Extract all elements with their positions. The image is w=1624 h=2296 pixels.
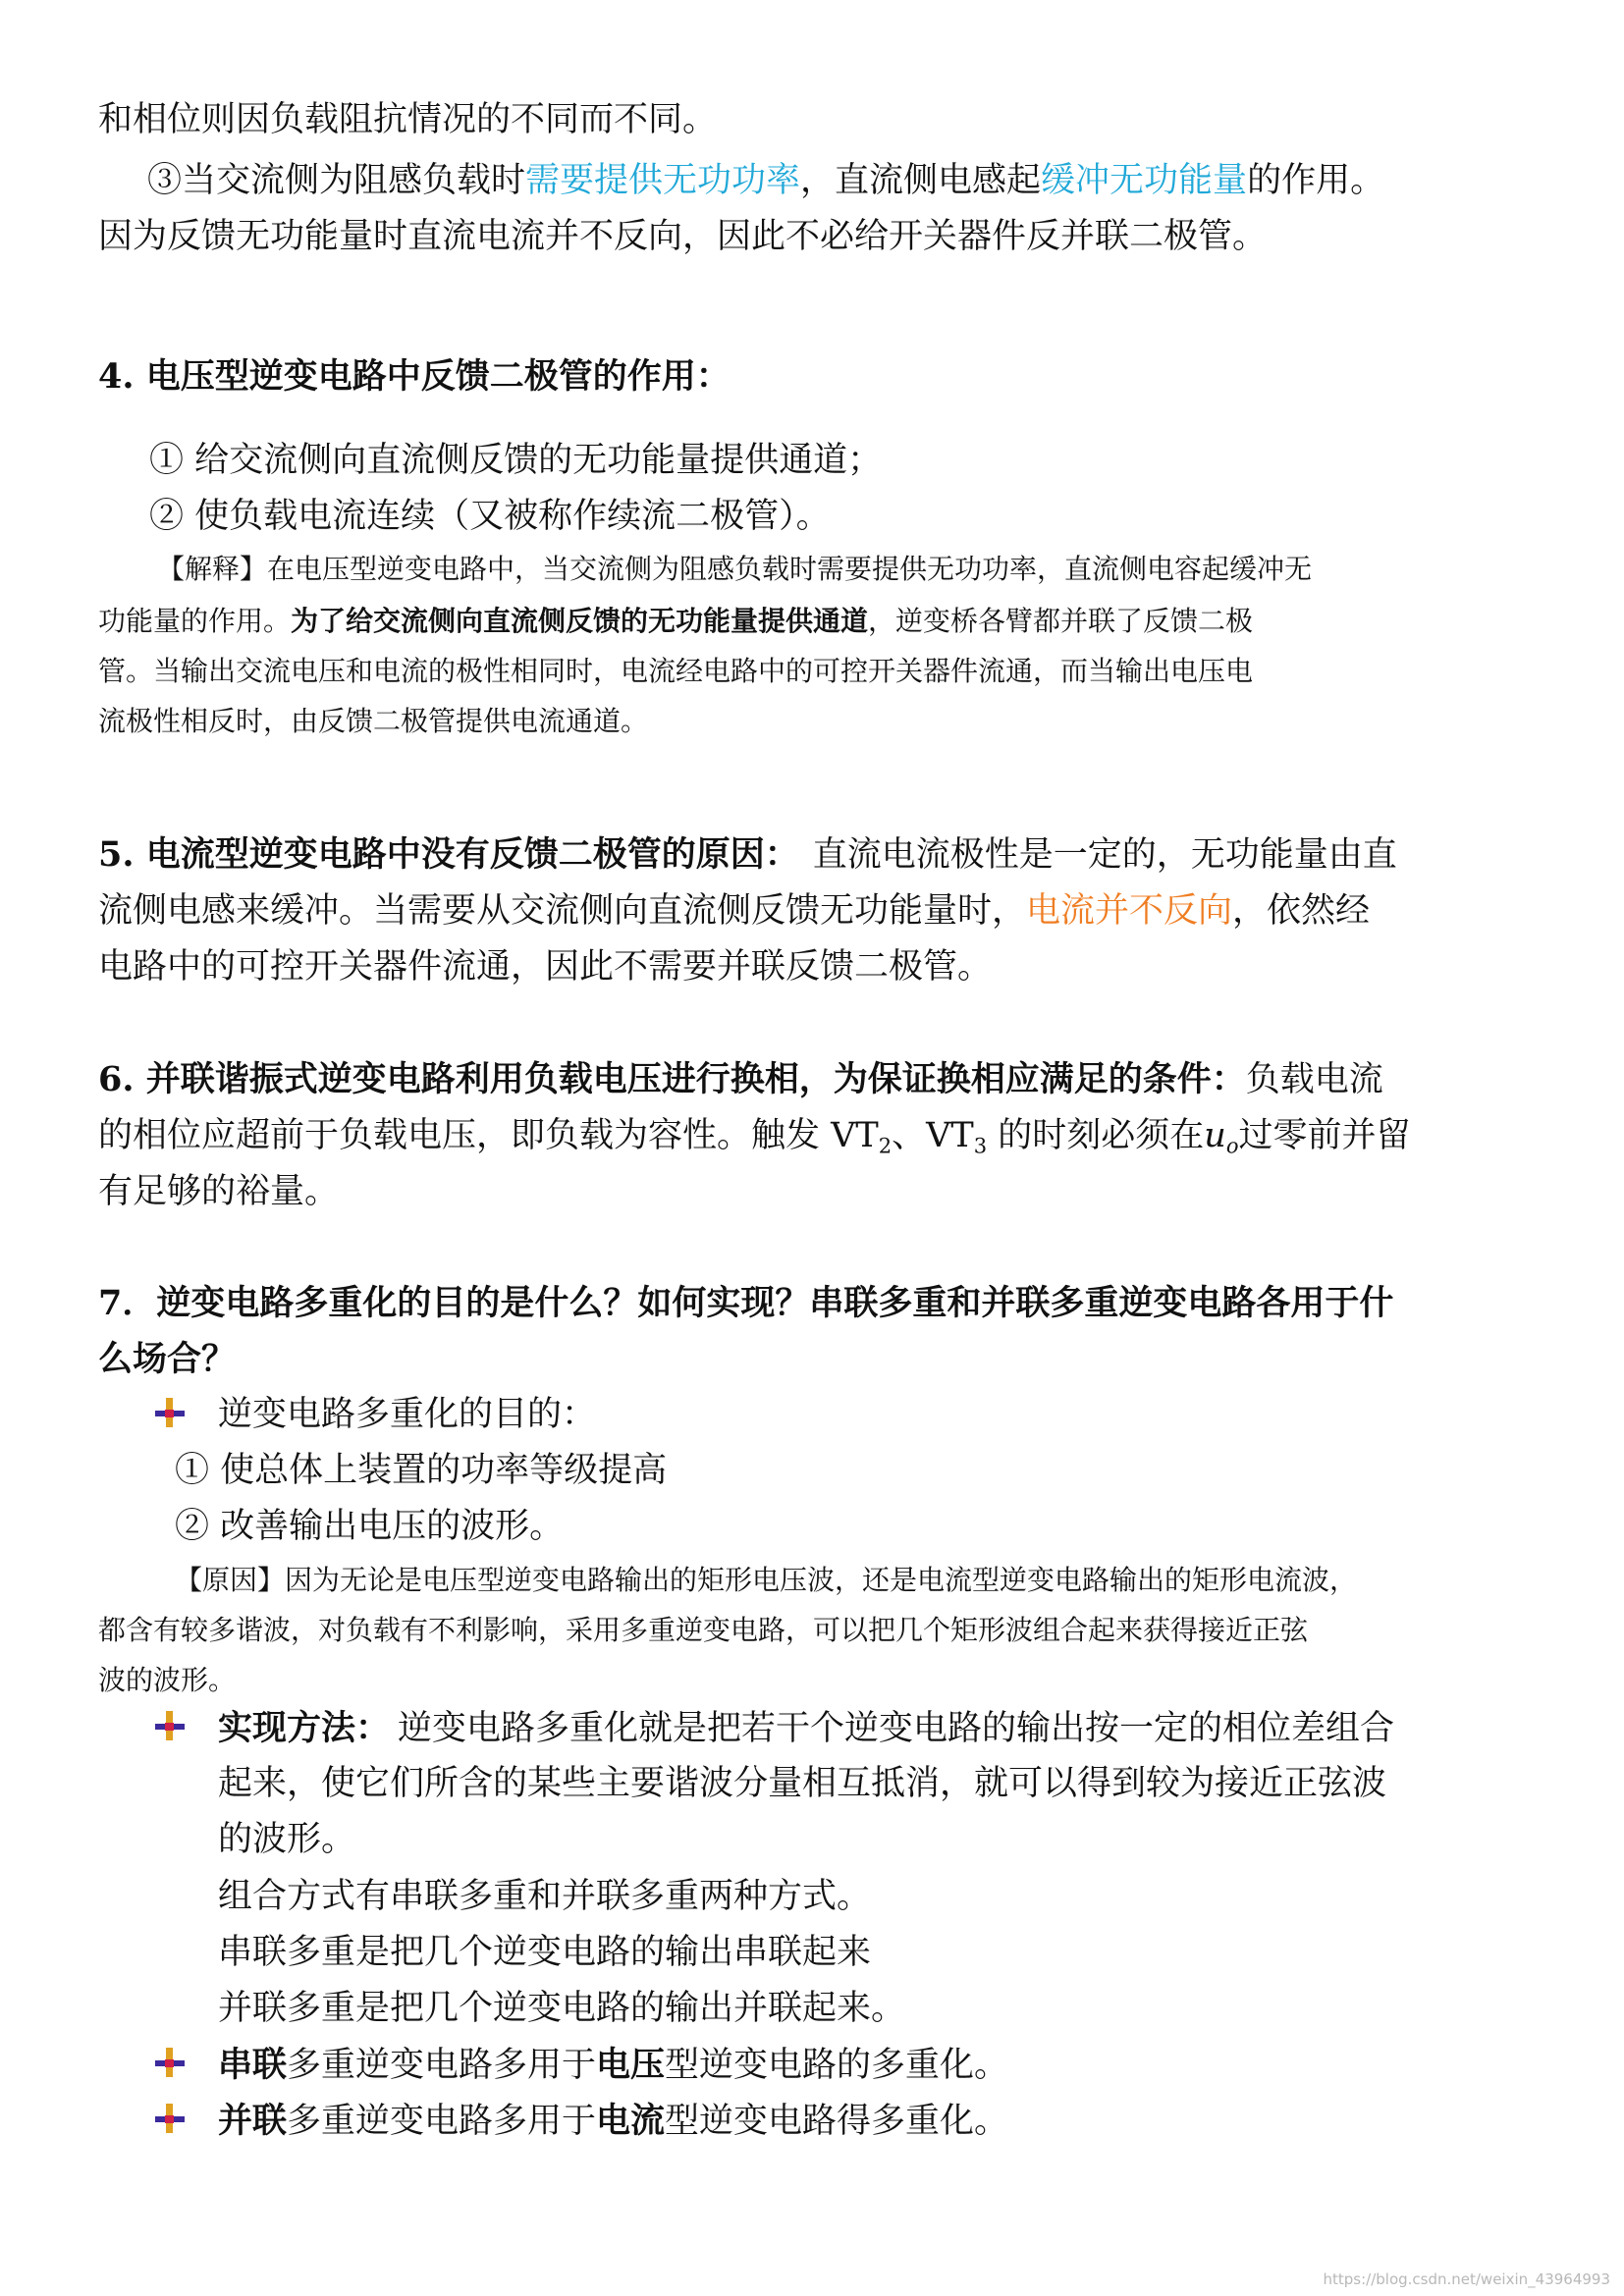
section-heading — [98, 356, 731, 397]
highlight-text: 需要提供无功功率 — [525, 161, 801, 200]
paragraph-line — [218, 1820, 356, 1859]
explanation-line — [98, 655, 1254, 687]
subscript: 2 — [878, 1134, 893, 1158]
paragraph-line — [218, 2045, 1009, 2085]
paragraph-line — [98, 100, 718, 139]
list-item — [218, 1395, 597, 1434]
highlight-text: 电流并不反向 — [1026, 891, 1233, 931]
text: 的波形。 — [218, 1820, 356, 1859]
paragraph-line — [98, 217, 1268, 256]
text: 多重逆变电路多用于 — [287, 2046, 597, 2085]
paragraph-line — [218, 1933, 872, 1972]
text: 直流电流极性是一定的，无功能量由直 — [812, 835, 1397, 875]
bold-text: 串联 — [218, 2045, 288, 2085]
text: 、VT — [892, 1116, 974, 1155]
list-item — [175, 1507, 565, 1546]
heading-text: 6. 并联谐振式逆变电路利用负载电压进行换相，为保证换相应满足的条件： — [98, 1059, 1246, 1099]
bold-text: 并联 — [218, 2101, 288, 2141]
text: 波的波形。 — [98, 1664, 237, 1696]
text: ② 使负载电流连续（又被称作续流二极管）。 — [149, 497, 831, 536]
paragraph-line — [218, 2101, 1009, 2141]
text: 和相位则因负载阻抗情况的不同而不同。 — [98, 100, 718, 139]
text: 因为反馈无功能量时直流电流并不反向，因此不必给开关器件反并联二极管。 — [98, 217, 1268, 256]
paragraph-line — [98, 1059, 1383, 1099]
text: ，直流侧电感起 — [800, 161, 1042, 200]
bold-text: 为了给交流侧向直流侧反馈的无功能量提供通道 — [291, 605, 869, 637]
highlight-text: 缓冲无功能量 — [1041, 161, 1248, 200]
text: 流侧电感来缓冲。当需要从交流侧向直流侧反馈无功能量时， — [98, 891, 1027, 931]
text: 【原因】因为无论是电压型逆变电路输出的矩形电压波，还是电流型逆变电路输出的矩形电流波， — [175, 1564, 1358, 1596]
subscript: 3 — [973, 1134, 988, 1158]
paragraph-line — [218, 1877, 872, 1916]
paragraph-line — [218, 1708, 1395, 1748]
paragraph-line — [98, 834, 1397, 875]
bold-text: 电流 — [596, 2101, 666, 2141]
explanation-line — [175, 1564, 1358, 1596]
text: ③当交流侧为阻感负载时 — [147, 161, 526, 200]
bold-text: 电压 — [596, 2045, 666, 2085]
explanation-line — [157, 553, 1313, 585]
text: ② 改善输出电压的波形。 — [175, 1507, 565, 1546]
text: ① 给交流侧向直流侧反馈的无功能量提供通道； — [149, 441, 883, 480]
text: ，依然经 — [1232, 891, 1371, 931]
text: 负载电流 — [1245, 1060, 1383, 1099]
paragraph-line — [147, 161, 1385, 200]
watermark: https://blog.csdn.net/weixin_43964993 — [1323, 2270, 1610, 2288]
bold-text: 实现方法： — [218, 1708, 391, 1748]
cross-bullet-icon — [155, 1711, 185, 1740]
text: 型逆变电路得多重化。 — [665, 2102, 1009, 2141]
text: 多重逆变电路多用于 — [287, 2102, 597, 2141]
text: 管。当输出交流电压和电流的极性相同时，电流经电路中的可控开关器件流通，而当输出电压电 — [98, 655, 1254, 687]
explanation-line — [98, 605, 1254, 637]
cross-bullet-icon — [155, 2104, 185, 2133]
section-heading — [98, 1283, 1394, 1323]
heading-text: 5. 电流型逆变电路中没有反馈二极管的原因： — [98, 834, 799, 875]
text: 逆变电路多重化的目的： — [218, 1395, 597, 1434]
section-heading — [98, 1339, 237, 1379]
text: 组合方式有串联多重和并联多重两种方式。 — [218, 1877, 872, 1916]
text: 串联多重是把几个逆变电路的输出串联起来 — [218, 1933, 872, 1972]
heading-text: 7．逆变电路多重化的目的是什么？如何实现？串联多重和并联多重逆变电路各用于什 — [98, 1283, 1394, 1323]
cross-bullet-icon — [155, 2048, 185, 2077]
math-variable: u — [1204, 1116, 1226, 1155]
text: ① 使总体上装置的功率等级提高 — [175, 1451, 668, 1490]
paragraph-line — [218, 1764, 1387, 1803]
text: 功能量的作用。 — [98, 605, 292, 637]
list-item — [149, 441, 883, 480]
math-subscript: o — [1225, 1134, 1239, 1158]
heading-text: 4. 电压型逆变电路中反馈二极管的作用： — [98, 356, 731, 397]
heading-text: 么场合？ — [98, 1339, 237, 1379]
text: 起来，使它们所含的某些主要谐波分量相互抵消，就可以得到较为接近正弦波 — [218, 1764, 1387, 1803]
list-item — [149, 497, 831, 536]
text: 有足够的裕量。 — [98, 1172, 340, 1211]
text: 都含有较多谐波，对负载有不利影响，采用多重逆变电路，可以把几个矩形波组合起来获得接近正弦 — [98, 1614, 1309, 1646]
paragraph-line — [98, 1172, 340, 1211]
explanation-line — [98, 1664, 237, 1696]
list-item — [175, 1451, 668, 1490]
text: 型逆变电路的多重化。 — [665, 2046, 1009, 2085]
text: 逆变电路多重化就是把若干个逆变电路的输出按一定的相位差组合 — [398, 1709, 1395, 1748]
text: 过零前并留 — [1238, 1116, 1411, 1155]
text: 电路中的可控开关器件流通，因此不需要并联反馈二极管。 — [98, 947, 993, 987]
text: 的相位应超前于负载电压，即负载为容性。触发 VT — [98, 1116, 879, 1155]
text: 流极性相反时，由反馈二极管提供电流通道。 — [98, 705, 649, 737]
text: 并联多重是把几个逆变电路的输出并联起来。 — [218, 1989, 906, 2028]
text: ，逆变桥各臂都并联了反馈二极 — [868, 605, 1254, 637]
explanation-line — [98, 1614, 1309, 1646]
paragraph-line — [98, 891, 1371, 931]
paragraph-line — [98, 1116, 1411, 1158]
text: 【解释】在电压型逆变电路中，当交流侧为阻感负载时需要提供无功功率，直流侧电容起缓冲无 — [157, 553, 1313, 585]
explanation-line — [98, 705, 649, 737]
paragraph-line — [98, 947, 993, 987]
paragraph-line — [218, 1989, 906, 2028]
cross-bullet-icon — [155, 1398, 185, 1427]
text: 的时刻必须在 — [987, 1116, 1205, 1155]
text: 的作用。 — [1247, 161, 1385, 200]
